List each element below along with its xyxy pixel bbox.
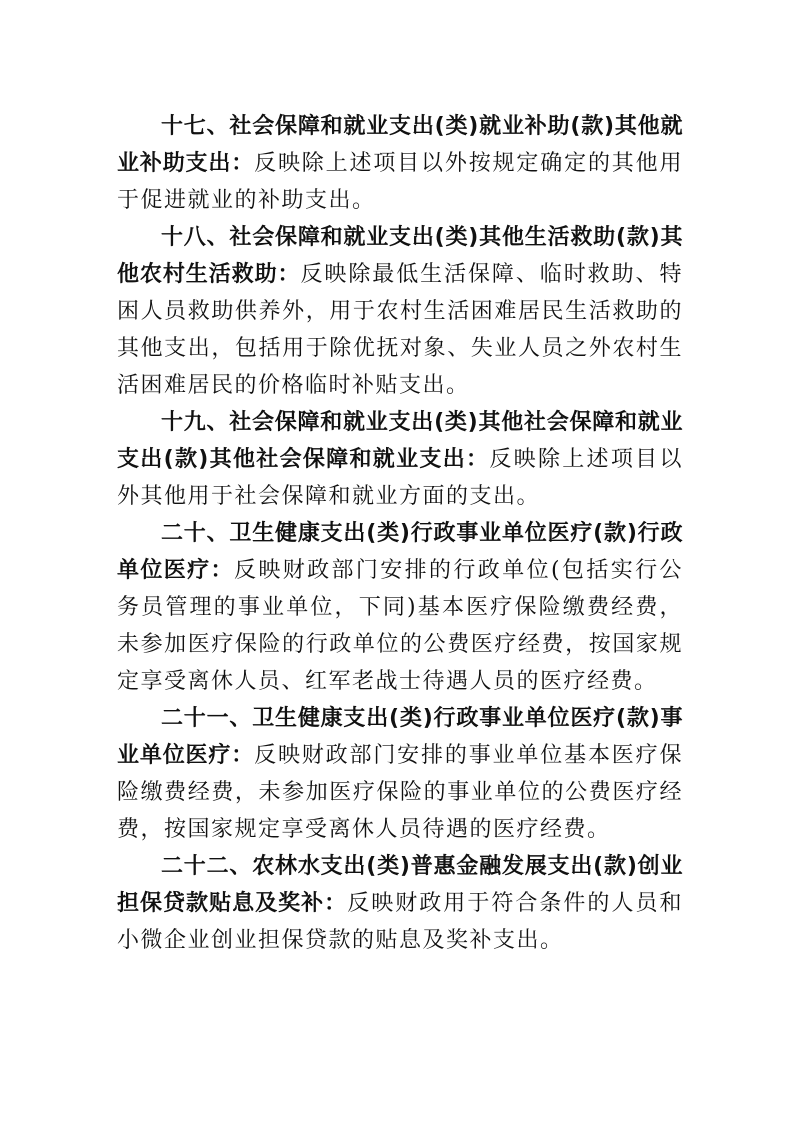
paragraph-heading: 二十一、卫生健康支出(类)行政事业单位医疗(款)事业单位医疗： [117,706,683,768]
paragraph-heading: 十八、社会保障和就业支出(类)其他生活救助(款)其他农村生活救助： [117,225,683,287]
paragraph-19 [117,404,683,515]
paragraph-text: 反映除最低生活保障、临时救助、特困人员救助供养外，用于农村生活困难居民生活救助的其他支出，包括用于除优抚对象、失业人员之外农村生活困难居民的价格临时补贴支出。 [117,262,683,398]
paragraph-text: 反映除上述项目以外其他用于社会保障和就业方面的支出。 [117,447,683,509]
paragraph-heading: 十七、社会保障和就业支出(类)就业补助(款)其他就业补助支出： [117,114,683,176]
paragraph-18 [117,219,683,404]
paragraph-17 [117,108,683,219]
paragraph-text: 反映财政用于符合条件的人员和小微企业创业担保贷款的贴息及奖补支出。 [117,891,683,953]
paragraph-text: 反映财政部门安排的行政单位(包括实行公务员管理的事业单位，下同)基本医疗保险缴费经费，未参加医疗保险的行政单位的公费医疗经费，按国家规定享受离休人员、红军老战士待遇人员的医疗经费。 [117,558,683,694]
paragraph-text: 反映财政部门安排的事业单位基本医疗保险缴费经费，未参加医疗保险的事业单位的公费医疗经费，按国家规定享受离休人员待遇的医疗经费。 [117,743,683,842]
paragraph-text: 反映除上述项目以外按规定确定的其他用于促进就业的补助支出。 [117,151,683,213]
paragraph-22 [117,848,683,959]
paragraph-heading: 二十、卫生健康支出(类)行政事业单位医疗(款)行政单位医疗： [117,521,683,583]
paragraph-heading: 二十二、农林水支出(类)普惠金融发展支出(款)创业担保贷款贴息及奖补： [117,854,683,916]
paragraph-21 [117,700,683,848]
paragraph-20 [117,515,683,700]
paragraph-heading: 十九、社会保障和就业支出(类)其他社会保障和就业支出(款)其他社会保障和就业支出： [117,410,683,472]
document-body [117,108,683,959]
